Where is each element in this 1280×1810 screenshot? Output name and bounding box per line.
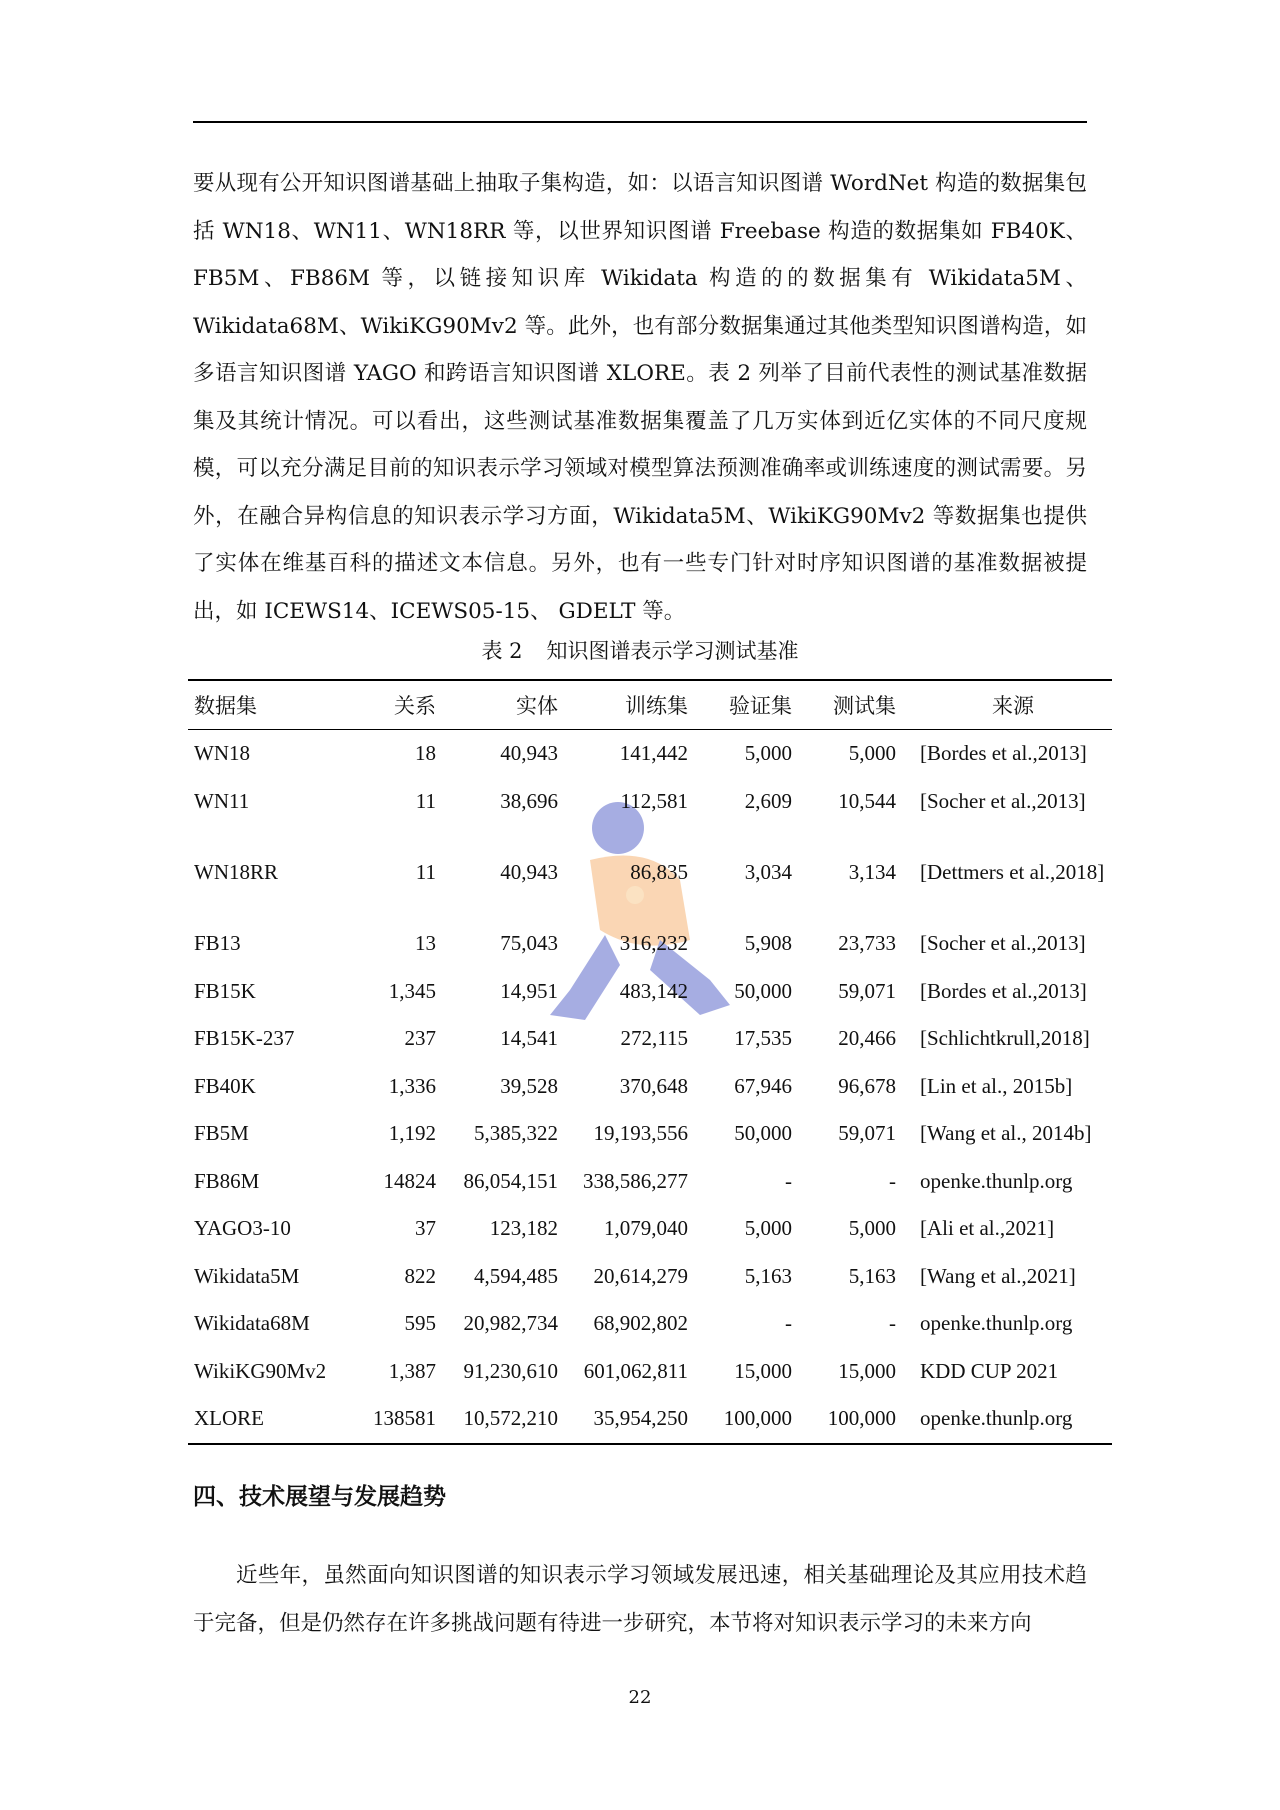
cell-train: 338,586,277 <box>583 1168 688 1193</box>
cell-relations: 37 <box>415 1216 436 1241</box>
cell-entities: 40,943 <box>500 741 558 766</box>
cell-dataset: FB15K-237 <box>194 1026 295 1051</box>
cell-source: [Wang et al., 2014b] <box>920 1121 1092 1146</box>
table-row <box>188 1015 1112 1063</box>
cell-valid: 5,163 <box>744 1263 792 1288</box>
cell-entities: 14,541 <box>500 1026 558 1051</box>
table-row <box>188 778 1112 826</box>
cell-train: 20,614,279 <box>593 1263 688 1288</box>
cell-dataset: WN11 <box>194 788 250 813</box>
table-row <box>188 968 1112 1016</box>
cell-test: 20,466 <box>838 1026 896 1051</box>
table-row <box>188 730 1112 778</box>
cell-entities: 5,385,322 <box>474 1121 558 1146</box>
col-header-source: 来源 <box>902 680 1112 730</box>
cell-entities: 40,943 <box>500 860 558 884</box>
cell-dataset: FB13 <box>194 931 241 956</box>
cell-train: 35,954,250 <box>564 1395 694 1444</box>
table-row <box>188 1348 1112 1396</box>
col-header-test: 测试集 <box>798 680 902 730</box>
cell-valid: - <box>785 1168 792 1193</box>
table-row <box>188 1110 1112 1158</box>
cell-entities: 39,528 <box>500 1073 558 1098</box>
cell-entities: 14,951 <box>500 978 558 1003</box>
cell-train: 112,581 <box>620 788 688 813</box>
cell-test: - <box>889 1311 896 1336</box>
cell-valid: 2,609 <box>744 788 792 813</box>
table-body <box>188 730 1112 1444</box>
cell-test: 15,000 <box>838 1358 896 1383</box>
cell-dataset: FB15K <box>194 978 256 1003</box>
table-caption-number: 表 2 <box>481 639 523 663</box>
table-row <box>188 1300 1112 1348</box>
cell-dataset: Wikidata68M <box>194 1311 310 1336</box>
cell-test: 96,678 <box>838 1073 896 1098</box>
cell-dataset: YAGO3-10 <box>194 1216 291 1241</box>
cell-relations: 13 <box>415 931 436 956</box>
cell-entities: 123,182 <box>489 1216 558 1241</box>
cell-train: 1,079,040 <box>604 1216 688 1241</box>
cell-source: [Socher et al.,2013] <box>920 931 1086 956</box>
cell-source: [Ali et al.,2021] <box>920 1216 1055 1241</box>
cell-relations: 1,336 <box>388 1073 436 1098</box>
cell-valid: 50,000 <box>734 1121 792 1146</box>
cell-test: 5,000 <box>848 741 896 766</box>
benchmark-table <box>188 679 1112 1445</box>
cell-test: 5,000 <box>848 1216 896 1241</box>
table-row <box>188 1063 1112 1111</box>
cell-train: 68,902,802 <box>593 1311 688 1336</box>
cell-valid: 5,000 <box>744 741 792 766</box>
cell-valid: 67,946 <box>734 1073 792 1098</box>
cell-source: KDD CUP 2021 <box>920 1358 1059 1383</box>
cell-test: 59,071 <box>838 978 896 1003</box>
table-caption <box>0 635 1280 665</box>
col-header-valid: 验证集 <box>694 680 798 730</box>
cell-source: [Lin et al., 2015b] <box>920 1073 1073 1098</box>
cell-dataset: XLORE <box>188 1395 350 1444</box>
col-header-relations: 关系 <box>350 680 442 730</box>
cell-test: - <box>889 1168 896 1193</box>
cell-test: 59,071 <box>838 1121 896 1146</box>
cell-source: openke.thunlp.org <box>902 1395 1112 1444</box>
cell-dataset: WN18RR <box>194 860 278 884</box>
cell-train: 272,115 <box>620 1026 688 1051</box>
cell-relations: 237 <box>404 1026 436 1051</box>
cell-entities: 4,594,485 <box>474 1263 558 1288</box>
cell-train: 141,442 <box>619 741 688 766</box>
cell-valid: 50,000 <box>734 978 792 1003</box>
table-row <box>188 1205 1112 1253</box>
cell-test: 23,733 <box>838 931 896 956</box>
body-paragraph-1: 要从现有公开知识图谱基础上抽取子集构造，如：以语言知识图谱 WordNet 构造的数据集包括 WN18、WN11、WN18RR 等，以世界知识图谱 Freebase 构造的数据集如 FB40K、FB5M、FB86M 等，以链接知识库 Wikidata 构造的的数据集有 Wikidata5M、Wikidata68M、WikiKG90Mv2 等。此外，也有部分数据集通过其他类型知识图谱构造，如多语言知识图谱 YAGO 和跨语言知识图谱 XLORE。表 2 列举了目前代表性的测试基准数据集及其统计情况。可以看出，这些测试基准数据集覆盖了几万实体到近亿实体的不同尺度规模，可以充分满足目前的知识表示学习领域对模型算法预测准确率或训练速度的测试需要。另外，在融合异构信息的知识表示学习方面，Wikidata5M、WikiKG90Mv2 等数据集也提供了实体在维基百科的描述文本信息。另外，也有一些专门针对时序知识图谱的基准数据被提出，如 ICEWS14、ICEWS05-15、 GDELT 等。 <box>193 171 1087 624</box>
cell-entities: 86,054,151 <box>463 1168 558 1193</box>
cell-valid: 3,034 <box>744 860 792 884</box>
cell-dataset: FB86M <box>194 1168 260 1193</box>
cell-entities: 20,982,734 <box>463 1311 558 1336</box>
body-paragraph-2: 近些年，虽然面向知识图谱的知识表示学习领域发展迅速，相关基础理论及其应用技术趋于完备，但是仍然存在许多挑战问题有待进一步研究，本节将对知识表示学习的未来方向 <box>193 1563 1087 1636</box>
cell-entities: 38,696 <box>500 788 558 813</box>
cell-valid: 17,535 <box>734 1026 792 1051</box>
cell-relations: 1,345 <box>388 978 436 1003</box>
cell-source: [Wang et al.,2021] <box>920 1263 1076 1288</box>
cell-train: 19,193,556 <box>593 1121 688 1146</box>
table-caption-title: 知识图谱表示学习测试基准 <box>546 639 799 663</box>
cell-source: [Socher et al.,2013] <box>920 788 1086 813</box>
cell-valid: 5,000 <box>744 1216 792 1241</box>
cell-source: [Bordes et al.,2013] <box>920 741 1087 766</box>
cell-dataset: FB40K <box>194 1073 256 1098</box>
table-header-row <box>188 680 1112 730</box>
table-row <box>188 1253 1112 1301</box>
page-number: 22 <box>628 1687 652 1708</box>
cell-train: 601,062,811 <box>583 1358 688 1383</box>
cell-source: openke.thunlp.org <box>920 1168 1073 1193</box>
cell-dataset: Wikidata5M <box>194 1263 300 1288</box>
cell-relations: 11 <box>415 860 436 884</box>
cell-source: openke.thunlp.org <box>920 1311 1073 1336</box>
cell-test: 100,000 <box>798 1395 902 1444</box>
cell-entities: 75,043 <box>500 931 558 956</box>
cell-source: [Schlichtkrull,2018] <box>920 1026 1090 1051</box>
cell-valid: 15,000 <box>734 1358 792 1383</box>
cell-relations: 11 <box>415 788 436 813</box>
cell-dataset: WN18 <box>194 741 250 766</box>
cell-dataset: FB5M <box>194 1121 249 1146</box>
cell-relations: 138581 <box>350 1395 442 1444</box>
cell-relations: 1,387 <box>388 1358 436 1383</box>
col-header-entities: 实体 <box>442 680 564 730</box>
cell-test: 10,544 <box>838 788 896 813</box>
cell-test: 3,134 <box>848 860 896 884</box>
cell-train: 370,648 <box>619 1073 688 1098</box>
col-header-train: 训练集 <box>564 680 694 730</box>
section-title: 四、技术展望与发展趋势 <box>193 1484 446 1510</box>
col-header-dataset: 数据集 <box>188 680 350 730</box>
cell-valid: 100,000 <box>694 1395 798 1444</box>
cell-source: [Bordes et al.,2013] <box>920 978 1087 1003</box>
cell-valid: - <box>785 1311 792 1336</box>
table-row <box>188 825 1112 920</box>
cell-relations: 18 <box>415 741 436 766</box>
cell-relations: 822 <box>404 1263 436 1288</box>
cell-relations: 1,192 <box>388 1121 436 1146</box>
cell-dataset: WikiKG90Mv2 <box>194 1358 327 1383</box>
cell-relations: 14824 <box>383 1168 436 1193</box>
cell-relations: 595 <box>404 1311 436 1336</box>
table-row <box>188 1395 1112 1444</box>
cell-entities: 91,230,610 <box>463 1358 558 1383</box>
cell-train: 316,232 <box>619 931 688 956</box>
cell-entities: 10,572,210 <box>442 1395 564 1444</box>
table-row <box>188 920 1112 968</box>
cell-valid: 5,908 <box>744 931 792 956</box>
cell-test: 5,163 <box>848 1263 896 1288</box>
header-rule <box>193 121 1087 123</box>
table-row <box>188 1158 1112 1206</box>
cell-train: 86,835 <box>630 860 688 884</box>
cell-source: [Dettmers et al.,2018] <box>920 860 1105 884</box>
cell-train: 483,142 <box>619 978 688 1003</box>
